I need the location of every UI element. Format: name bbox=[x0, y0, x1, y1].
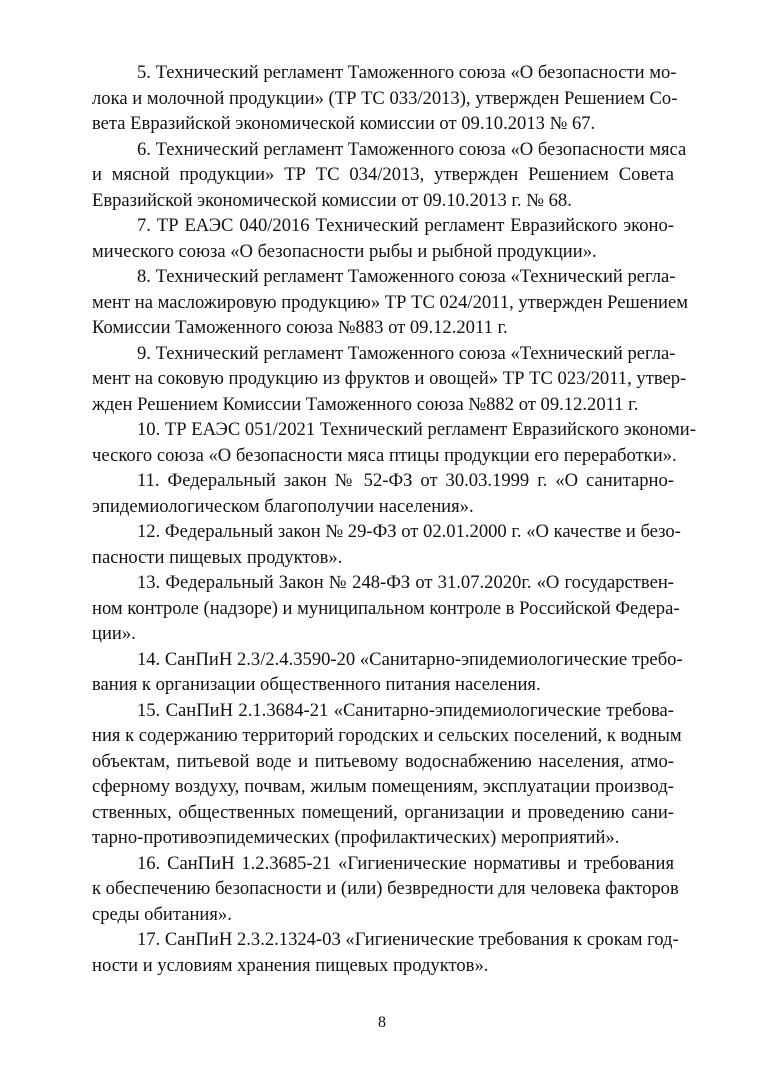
reference-line: ния к содержанию территорий городских и сельских поселений, к водным bbox=[92, 725, 682, 746]
reference-line: 17. СанПиН 2.3.2.1324-03 «Гигиенические требования к срокам год- bbox=[137, 929, 679, 950]
reference-line: 16. СанПиН 1.2.3685-21 «Гигиенические нормативы и требования bbox=[137, 852, 674, 874]
reference-line: ции». bbox=[92, 623, 136, 644]
reference-item-6 bbox=[92, 137, 687, 214]
reference-item-9 bbox=[92, 341, 687, 418]
reference-line: 15. СанПиН 2.1.3684-21 «Санитарно-эпидемиологические требова- bbox=[137, 699, 674, 721]
reference-line: 12. Федеральный закон № 29-ФЗ от 02.01.2000 г. «О качестве и безо- bbox=[137, 521, 681, 542]
reference-line: вания к организации общественного питания населения. bbox=[92, 674, 541, 695]
reference-line: тарно-противоэпидемических (профилактических) мероприятий». bbox=[92, 827, 620, 848]
reference-line: к обеспечению безопасности и (или) безвредности для человека факторов bbox=[92, 878, 679, 899]
page-number: 8 bbox=[378, 1014, 386, 1031]
reference-line: 10. ТР ЕАЭС 051/2021 Технический регламент Евразийского экономи- bbox=[137, 419, 696, 440]
reference-line: лока и молочной продукции» (ТР ТС 033/2013), утвержден Решением Со- bbox=[92, 87, 678, 109]
document-page bbox=[92, 60, 696, 978]
reference-list bbox=[92, 60, 696, 978]
reference-line: Комиссии Таможенного союза №883 от 09.12.2011 г. bbox=[92, 317, 508, 338]
reference-item-12 bbox=[92, 519, 681, 570]
reference-item-8 bbox=[92, 264, 689, 341]
reference-item-7 bbox=[92, 213, 674, 264]
reference-line: мент на соковую продукцию из фруктов и овощей» ТР ТС 023/2011, утвер- bbox=[92, 368, 687, 389]
reference-line: жден Решением Комиссии Таможенного союза №882 от 09.12.2011 г. bbox=[92, 393, 639, 415]
reference-item-17 bbox=[92, 927, 679, 978]
reference-line: 6. Технический регламент Таможенного союза «О безопасности мяса bbox=[137, 138, 687, 160]
reference-line: пасности пищевых продуктов». bbox=[92, 546, 343, 568]
reference-item-15 bbox=[92, 698, 682, 851]
reference-line: 5. Технический регламент Таможенного союза «О безопасности мо- bbox=[137, 62, 677, 83]
reference-item-13 bbox=[92, 570, 680, 647]
reference-line: 8. Технический регламент Таможенного союза «Технический регла- bbox=[137, 266, 676, 287]
reference-item-10 bbox=[92, 417, 696, 468]
reference-item-5 bbox=[92, 60, 678, 137]
reference-line: 14. СанПиН 2.3/2.4.3590-20 «Санитарно-эпидемиологические требо- bbox=[137, 648, 683, 670]
reference-line: мического союза «О безопасности рыбы и рыбной продукции». bbox=[92, 240, 597, 262]
reference-line: ном контроле (надзоре) и муниципальном контроле в Российской Федера- bbox=[92, 597, 680, 619]
reference-line: 9. Технический регламент Таможенного союза «Технический регла- bbox=[137, 342, 676, 364]
reference-line: ности и условиям хранения пищевых продуктов». bbox=[92, 954, 489, 976]
reference-line: среды обитания». bbox=[92, 903, 232, 925]
reference-line: 11. Федеральный закон № 52-ФЗ от 30.03.1999 г. «О санитарно- bbox=[137, 470, 674, 491]
reference-line: ческого союза «О безопасности мяса птицы продукции его переработки». bbox=[92, 444, 677, 466]
reference-line: эпидемиологическом благополучии населения». bbox=[92, 495, 474, 517]
reference-item-14 bbox=[92, 647, 683, 698]
reference-line: вета Евразийской экономической комиссии от 09.10.2013 № 67. bbox=[92, 113, 596, 134]
reference-line: Евразийской экономической комиссии от 09.10.2013 г. № 68. bbox=[92, 189, 572, 211]
reference-line: и мясной продукции» ТР ТС 034/2013, утвержден Решением Совета bbox=[92, 164, 674, 185]
reference-line: мент на масложировую продукцию» ТР ТС 024/2011, утвержден Решением bbox=[92, 291, 689, 313]
reference-line: 13. Федеральный Закон № 248-ФЗ от 31.07.2020г. «О государствен- bbox=[137, 572, 674, 593]
reference-item-11 bbox=[92, 468, 674, 519]
reference-line: 7. ТР ЕАЭС 040/2016 Технический регламент Евразийского эконо- bbox=[137, 215, 674, 236]
reference-line: объектам, питьевой воде и питьевому водоснабжению населения, атмо- bbox=[92, 750, 674, 772]
reference-item-16 bbox=[92, 851, 679, 928]
reference-line: сферному воздуху, почвам, жилым помещениям, эксплуатации производ- bbox=[92, 776, 674, 797]
reference-line: ственных, общественных помещений, организации и проведению сани- bbox=[92, 801, 674, 823]
